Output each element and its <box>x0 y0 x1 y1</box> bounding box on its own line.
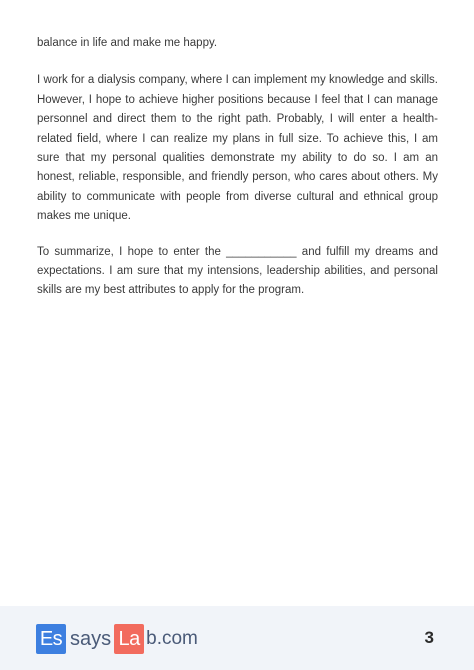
logo-tile-la-text: La <box>118 628 140 650</box>
logo-tile-es-text: Es <box>39 628 63 650</box>
paragraph-3: To summarize, I hope to enter the ___________ and fulfill my dreams and expectations. I am sure that my intensions, leadership abilities, and personal skills are my best attributes to apply for the program. <box>37 245 438 297</box>
page-number: 3 <box>424 628 434 647</box>
essayslab-logo <box>36 624 198 654</box>
logo-tail: b.com <box>146 628 198 649</box>
page-footer <box>0 606 474 670</box>
logo-tile-la <box>114 624 144 654</box>
logo-tile-es <box>36 624 66 654</box>
paragraph-1: balance in life and make me happy. <box>37 37 218 49</box>
paragraph-2: I work for a dialysis company, where I can implement my knowledge and skills. However, I hope to achieve higher positions because I feel that I can manage personnel and direct them to the right path. Probably, I will enter a health-related field, where I can realize my plans in full size. To achieve this, I am sure that my personal qualities demonstrate my ability to do so. I am an honest, reliable, responsible, and friendly person, who cares about others. My ability to communicate with people from diverse cultural and ethnical group makes me unique. <box>37 74 438 223</box>
logo-word: says <box>70 628 112 650</box>
document-body <box>37 34 438 301</box>
